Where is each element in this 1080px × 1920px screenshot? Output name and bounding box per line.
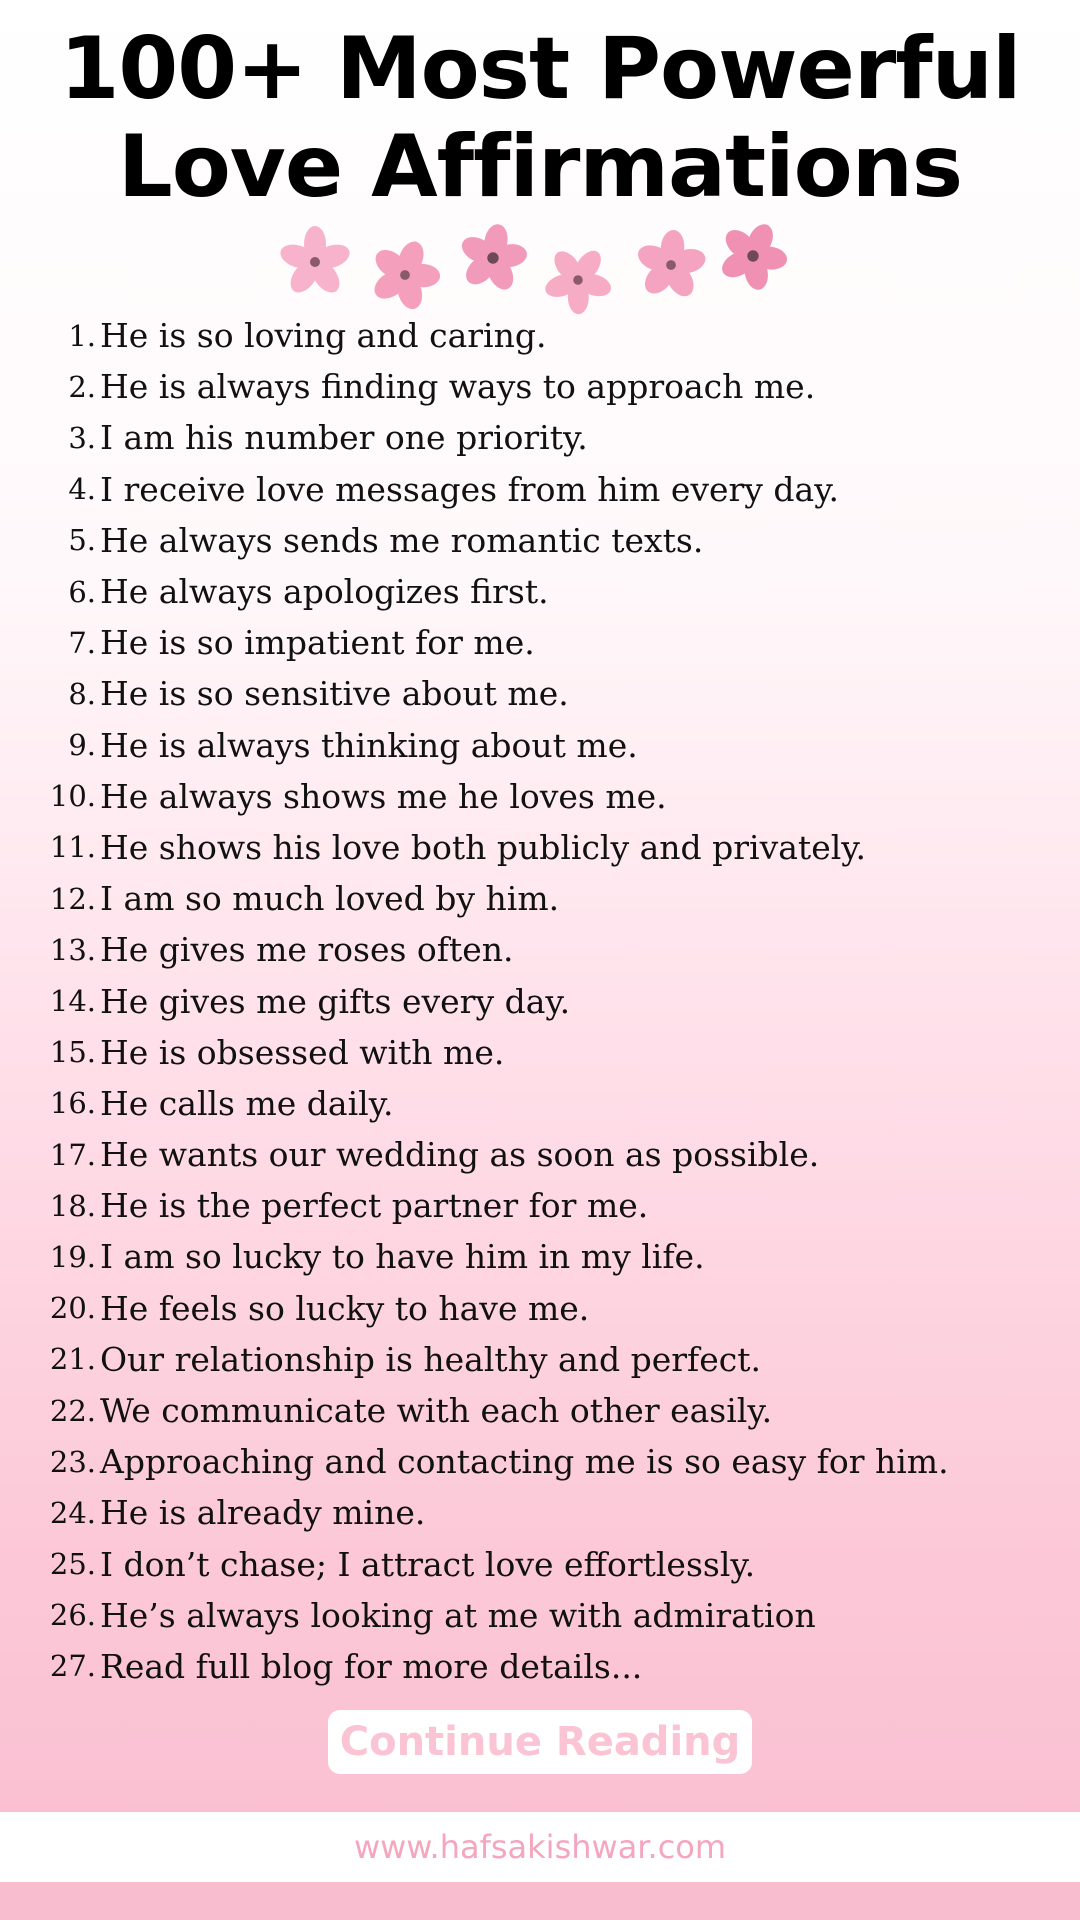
item-text: He always sends me romantic texts. — [100, 520, 704, 560]
list-item — [40, 361, 1040, 412]
list-item — [40, 566, 1040, 617]
pink-flower-icon — [715, 218, 791, 294]
item-number: 25. — [49, 1547, 96, 1582]
item-text: I don’t chase; I attract love effortlessly. — [100, 1544, 756, 1584]
item-number: 23. — [49, 1444, 96, 1479]
bottom-band — [0, 1882, 1080, 1920]
list-item — [40, 464, 1040, 515]
item-number: 4. — [68, 472, 96, 507]
item-number: 3. — [68, 420, 96, 455]
item-text: He calls me daily. — [100, 1083, 394, 1123]
list-item — [40, 1129, 1040, 1180]
item-text: He always shows me he loves me. — [100, 776, 667, 816]
list-item — [40, 1334, 1040, 1385]
list-item — [40, 1487, 1040, 1538]
item-number: 17. — [49, 1137, 96, 1172]
item-number: 1. — [68, 318, 96, 353]
item-text: He shows his love both publicly and privately. — [100, 827, 867, 867]
list-item — [40, 1385, 1040, 1436]
item-number: 13. — [49, 932, 96, 967]
item-text: Read full blog for more details... — [100, 1646, 643, 1686]
affirmation-list — [40, 310, 1040, 1692]
pink-flower-icon — [275, 222, 355, 302]
item-number: 26. — [49, 1598, 96, 1633]
item-text: I am so much loved by him. — [100, 879, 560, 919]
item-number: 22. — [49, 1393, 96, 1428]
item-number: 6. — [68, 574, 96, 609]
item-number: 20. — [49, 1291, 96, 1326]
item-number: 16. — [49, 1086, 96, 1121]
list-item — [40, 1641, 1040, 1692]
item-number: 2. — [68, 369, 96, 404]
item-number: 9. — [68, 728, 96, 763]
title-line-1: 100+ Most Powerful — [59, 19, 1021, 119]
item-number: 21. — [49, 1342, 96, 1377]
item-text: I am so lucky to have him in my life. — [100, 1237, 705, 1277]
item-text: Approaching and contacting me is so easy for him. — [100, 1442, 949, 1482]
item-number: 24. — [49, 1495, 96, 1530]
item-number: 19. — [49, 1239, 96, 1274]
item-number: 7. — [68, 625, 96, 660]
item-text: Our relationship is healthy and perfect. — [100, 1339, 761, 1379]
item-text: He is already mine. — [100, 1493, 426, 1533]
item-number: 27. — [49, 1649, 96, 1684]
item-text: I am his number one priority. — [100, 418, 588, 458]
item-text: He is so loving and caring. — [100, 316, 547, 356]
list-item — [40, 771, 1040, 822]
item-text: He is the perfect partner for me. — [100, 1186, 649, 1226]
item-text: He’s always looking at me with admiration — [100, 1595, 816, 1635]
item-number: 12. — [49, 881, 96, 916]
list-item — [40, 1539, 1040, 1590]
list-item — [40, 310, 1040, 361]
list-item — [40, 1078, 1040, 1129]
website-url[interactable]: www.hafsakishwar.com — [0, 1812, 1080, 1882]
item-number: 11. — [49, 830, 96, 865]
list-item — [40, 1180, 1040, 1231]
list-item — [40, 822, 1040, 873]
pink-flower-icon — [455, 220, 531, 296]
item-text: I receive love messages from him every day. — [100, 469, 839, 509]
pink-flower-icon — [540, 242, 616, 318]
item-text: He always apologizes first. — [100, 572, 549, 612]
list-item — [40, 668, 1040, 719]
list-item — [40, 1027, 1040, 1078]
item-number: 5. — [68, 523, 96, 558]
item-number: 18. — [49, 1188, 96, 1223]
item-text: He gives me roses often. — [100, 930, 514, 970]
page-title — [0, 20, 1080, 216]
item-number: 15. — [49, 1035, 96, 1070]
list-item — [40, 1283, 1040, 1334]
list-item — [40, 1231, 1040, 1282]
list-item — [40, 515, 1040, 566]
list-item — [40, 873, 1040, 924]
item-text: He wants our wedding as soon as possible. — [100, 1135, 820, 1175]
pink-flower-icon — [632, 226, 710, 304]
list-item — [40, 412, 1040, 463]
list-item — [40, 924, 1040, 975]
item-text: He is so sensitive about me. — [100, 674, 569, 714]
continue-reading-button[interactable]: Continue Reading — [328, 1710, 752, 1774]
item-text: We communicate with each other easily. — [100, 1391, 773, 1431]
list-item — [40, 975, 1040, 1026]
pink-flower-icon — [366, 236, 444, 314]
item-text: He is always thinking about me. — [100, 725, 638, 765]
list-item — [40, 720, 1040, 771]
list-item — [40, 1436, 1040, 1487]
list-item — [40, 617, 1040, 668]
item-text: He feels so lucky to have me. — [100, 1288, 590, 1328]
item-text: He gives me gifts every day. — [100, 981, 571, 1021]
item-text: He is always finding ways to approach me. — [100, 367, 816, 407]
item-text: He is obsessed with me. — [100, 1032, 505, 1072]
item-number: 10. — [49, 779, 96, 814]
flower-decoration — [0, 222, 1080, 322]
list-item — [40, 1590, 1040, 1641]
title-line-2: Love Affirmations — [117, 117, 963, 217]
item-text: He is so impatient for me. — [100, 623, 535, 663]
item-number: 14. — [49, 984, 96, 1019]
item-number: 8. — [68, 676, 96, 711]
